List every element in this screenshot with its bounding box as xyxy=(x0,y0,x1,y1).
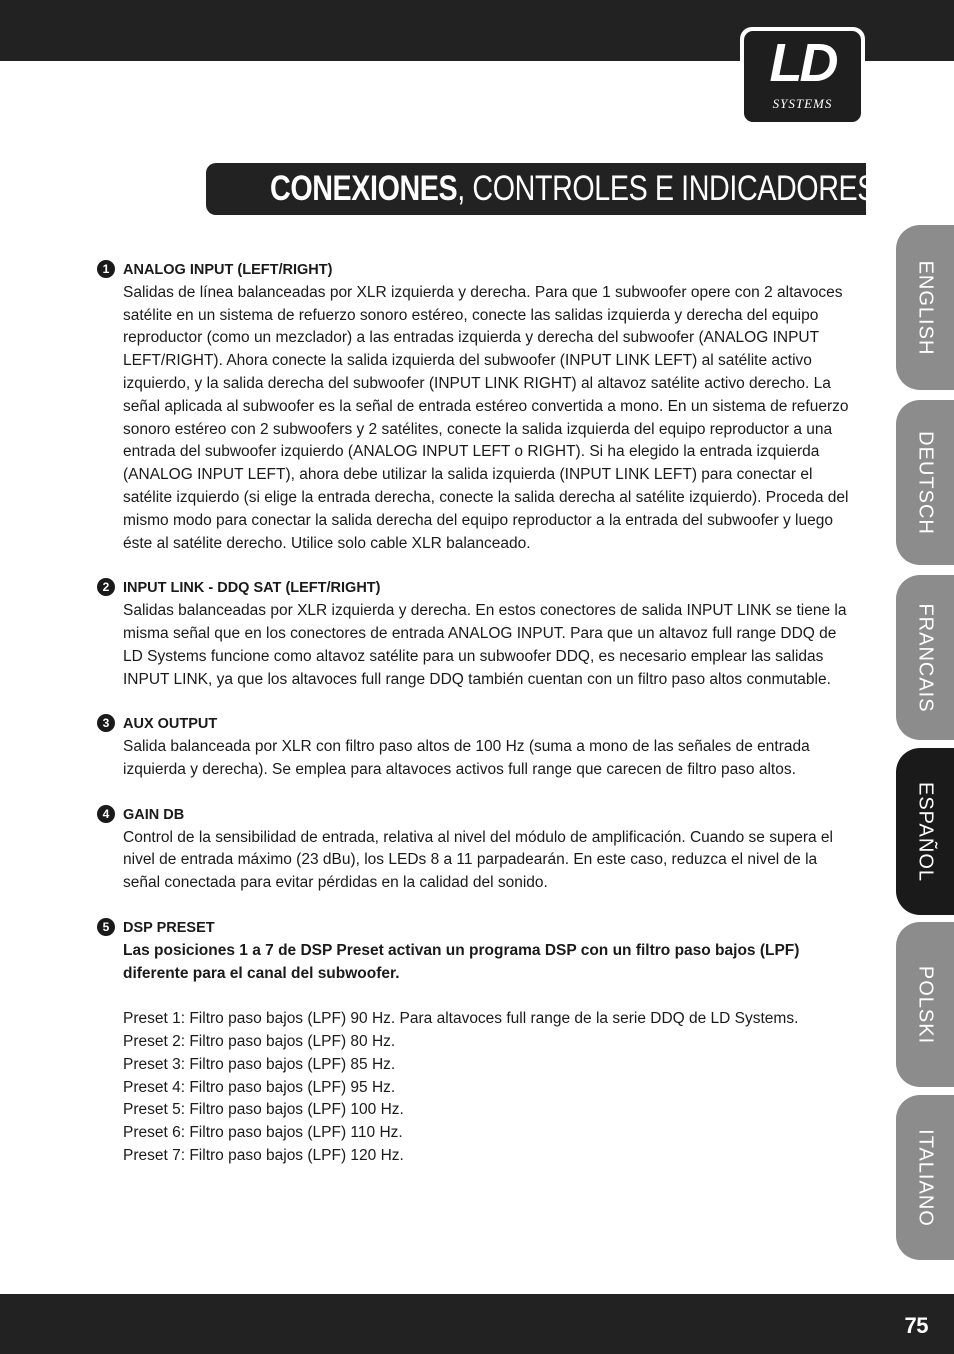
ld-systems-logo xyxy=(740,27,865,126)
tab-label: DEUTSCH xyxy=(914,430,937,535)
preset-item: Preset 6: Filtro paso bajos (LPF) 110 Hz. xyxy=(123,1124,403,1142)
logo-text: LD xyxy=(769,33,836,93)
tab-label: POLSKI xyxy=(914,965,937,1044)
section-analog-input xyxy=(102,259,858,555)
preset-item: Preset 3: Filtro paso bajos (LPF) 85 Hz. xyxy=(123,1055,396,1073)
section-number: 1 xyxy=(97,260,115,278)
tab-espanol[interactable] xyxy=(896,748,954,915)
main-content xyxy=(102,259,858,1190)
section-number: 2 xyxy=(97,578,115,596)
tab-label: ITALIANO xyxy=(914,1128,937,1227)
tab-label: ENGLISH xyxy=(914,260,937,355)
section-title: AUX OUTPUT xyxy=(123,716,218,733)
section-title: ANALOG INPUT (LEFT/RIGHT) xyxy=(123,262,333,278)
preset-item: Preset 7: Filtro paso bajos (LPF) 120 Hz. xyxy=(123,1146,404,1164)
section-dsp-preset xyxy=(102,917,858,1168)
section-text: Control de la sensibilidad de entrada, relativa al nivel del módulo de amplificación. Cuando se supera el nivel de entrada máximo (23 dBu), los LEDs 8 a 11 parpadearán. En este caso, reduzca el nivel de la señal conectada para evitar pérdidas en la calidad del sonido. xyxy=(123,828,833,892)
page-number: 75 xyxy=(904,1313,928,1338)
section-number: 5 xyxy=(97,918,115,936)
preset-item: Preset 2: Filtro paso bajos (LPF) 80 Hz. xyxy=(123,1032,396,1050)
tab-label: ESPAÑOL xyxy=(914,781,937,882)
page-title xyxy=(270,168,884,210)
section-input-link xyxy=(102,577,858,691)
section-gain xyxy=(102,804,858,895)
bottom-bar xyxy=(0,1294,954,1354)
tab-deutsch[interactable] xyxy=(896,400,954,565)
logo-subtext: SYSTEMS xyxy=(772,96,833,111)
section-text: Salidas de línea balanceadas por XLR izquierda y derecha. Para que 1 subwoofer opere con 2 altavoces satélite en un sistema de refuerzo sonoro estéreo, conecte las salidas izquierda y derecha del equipo reproductor (como un mezclador) a las entradas izquierda y derecha del subwoofer (ANALOG INPUT LEFT/RIGHT). Ahora conecte la salida izquierda del subwoofer (INPUT LINK LEFT) al satélite activo izquierdo, y la salida derecha del subwoofer (INPUT LINK RIGHT) al altavoz satélite activo derecho. La señal aplicada al subwoofer es la señal de entrada estéreo convertida a mono. En un sistema de refuerzo sonoro estéreo con 2 subwoofers y 2 satélites, conecte la salida izquierda del equipo reproductor a una entrada del subwoofer izquierdo (ANALOG INPUT LEFT o RIGHT). Si ha elegido la entrada izquierda (ANALOG INPUT LEFT), ahora debe utilizar la salida izquierda (INPUT LINK LEFT) para conectar el satélite izquierdo (si elige la entrada derecha, conecte la salida derecha al satélite izquierdo). Proceda del mismo modo para conectar la salida derecha del equipo reproductor a la entrada del subwoofer y luego éste al satélite derecho. Utilice solo cable XLR balanceado. xyxy=(123,283,849,552)
title-bold: CONEXIONES xyxy=(270,169,458,208)
section-title: DSP PRESET xyxy=(123,919,215,936)
section-title: INPUT LINK - DDQ SAT (LEFT/RIGHT) xyxy=(123,580,381,597)
preset-item: Preset 4: Filtro paso bajos (LPF) 95 Hz. xyxy=(123,1078,396,1096)
section-number: 3 xyxy=(97,714,115,732)
tab-italiano[interactable] xyxy=(896,1095,954,1260)
preset-item: Preset 1: Filtro paso bajos (LPF) 90 Hz. Para altavoces full range de la serie DDQ de LD Systems. xyxy=(123,1010,799,1028)
title-rest: , CONTROLES E INDICADORES: xyxy=(457,169,884,208)
section-title: GAIN DB xyxy=(123,806,185,823)
tab-english[interactable] xyxy=(896,225,954,390)
section-text: Salidas balanceadas por XLR izquierda y derecha. En estos conectores de salida INPUT LINK se tiene la misma señal que en los conectores de entrada ANALOG INPUT. Para que un altavoz full range DDQ de LD Systems funcione como altavoz satélite para un subwoofer DDQ, es necesario emplear las salidas INPUT LINK, ya que los altavoces full range DDQ también cuentan con un filtro paso altos conmutable. xyxy=(123,602,847,688)
tab-francais[interactable] xyxy=(896,575,954,740)
preset-item: Preset 5: Filtro paso bajos (LPF) 100 Hz. xyxy=(123,1101,404,1119)
section-aux-output xyxy=(102,713,858,781)
section-number: 4 xyxy=(97,805,115,823)
section-bold-text: Las posiciones 1 a 7 de DSP Preset activan un programa DSP con un filtro paso bajos (LPF) diferente para el canal del subwoofer. xyxy=(123,941,800,982)
tab-polski[interactable] xyxy=(896,922,954,1087)
section-text: Salida balanceada por XLR con filtro paso altos de 100 Hz (suma a mono de las señales de entrada izquierda y derecha). Se emplea para altavoces activos full range que carecen de filtro paso altos. xyxy=(123,738,810,778)
tab-label: FRANCAIS xyxy=(914,602,937,713)
